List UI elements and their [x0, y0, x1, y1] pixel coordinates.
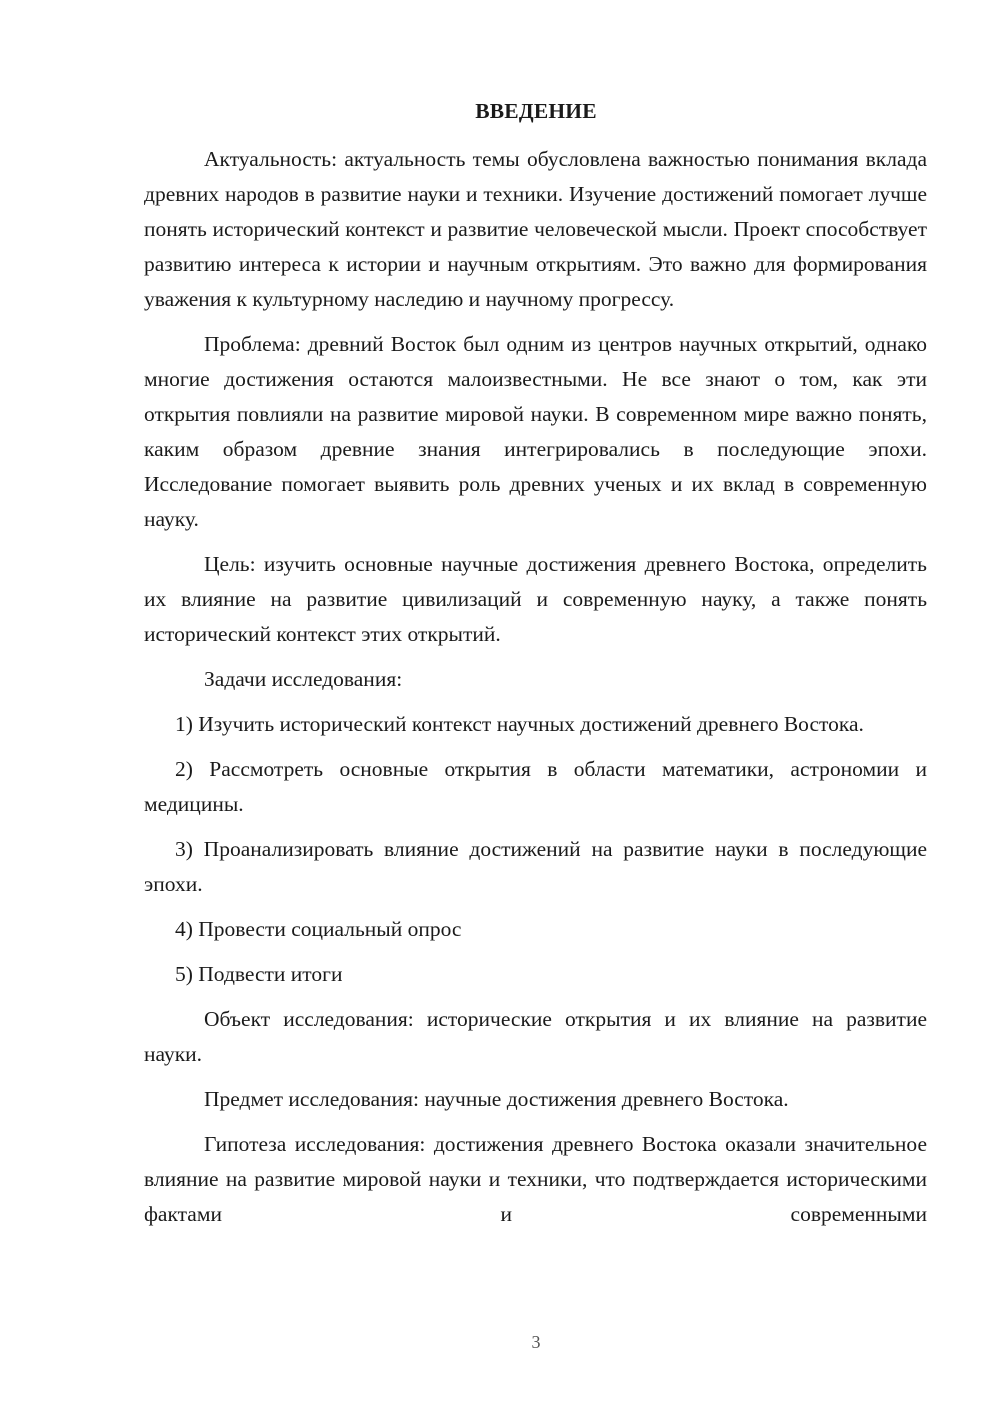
paragraph-hypothesis: Гипотеза исследования: достижения древнего Востока оказали значительное влияние на развитие мировой науки и техники, что подтверждается историческими фактами и современными — [144, 1132, 927, 1226]
task-item-2: 2) Рассмотреть основные открытия в области математики, астрономии и медицины. — [144, 757, 927, 816]
page-title: ВВЕДЕНИЕ — [475, 99, 597, 123]
paragraph-problem: Проблема: древний Восток был одним из центров научных открытий, однако многие достижения остаются малоизвестными. Не все знают о том, как эти открытия повлияли на развитие мировой науки. В современном мире важно понять, каким образом древние знания интегрировались в последующие эпохи. Исследование помогает выявить роль древних ученых и их вклад в современную науку. — [144, 332, 927, 531]
tasks-heading: Задачи исследования: — [204, 667, 403, 691]
paragraph-subject: Предмет исследования: научные достижения древнего Востока. — [204, 1087, 789, 1111]
task-item-5: 5) Подвести итоги — [175, 962, 343, 986]
paragraph-goal: Цель: изучить основные научные достижения древнего Востока, определить их влияние на развитие цивилизаций и современную науку, а также понять исторический контекст этих открытий. — [144, 552, 927, 646]
paragraph-relevance: Актуальность: актуальность темы обусловлена важностью понимания вклада древних народов в развитие науки и техники. Изучение достижений помогает лучше понять исторический контекст и развитие человеческой мысли. Проект способствует развитию интереса к истории и научным открытиям. Это важно для формирования уважения к культурному наследию и научному прогрессу. — [144, 147, 927, 311]
task-item-1: 1) Изучить исторический контекст научных достижений древнего Востока. — [175, 712, 864, 736]
task-item-4: 4) Провести социальный опрос — [175, 917, 462, 941]
task-item-3: 3) Проанализировать влияние достижений на развитие науки в последующие эпохи. — [144, 837, 927, 896]
paragraph-object: Объект исследования: исторические открытия и их влияние на развитие науки. — [144, 1007, 927, 1066]
body-text — [144, 142, 927, 1242]
page-number: 3 — [531, 1332, 541, 1352]
